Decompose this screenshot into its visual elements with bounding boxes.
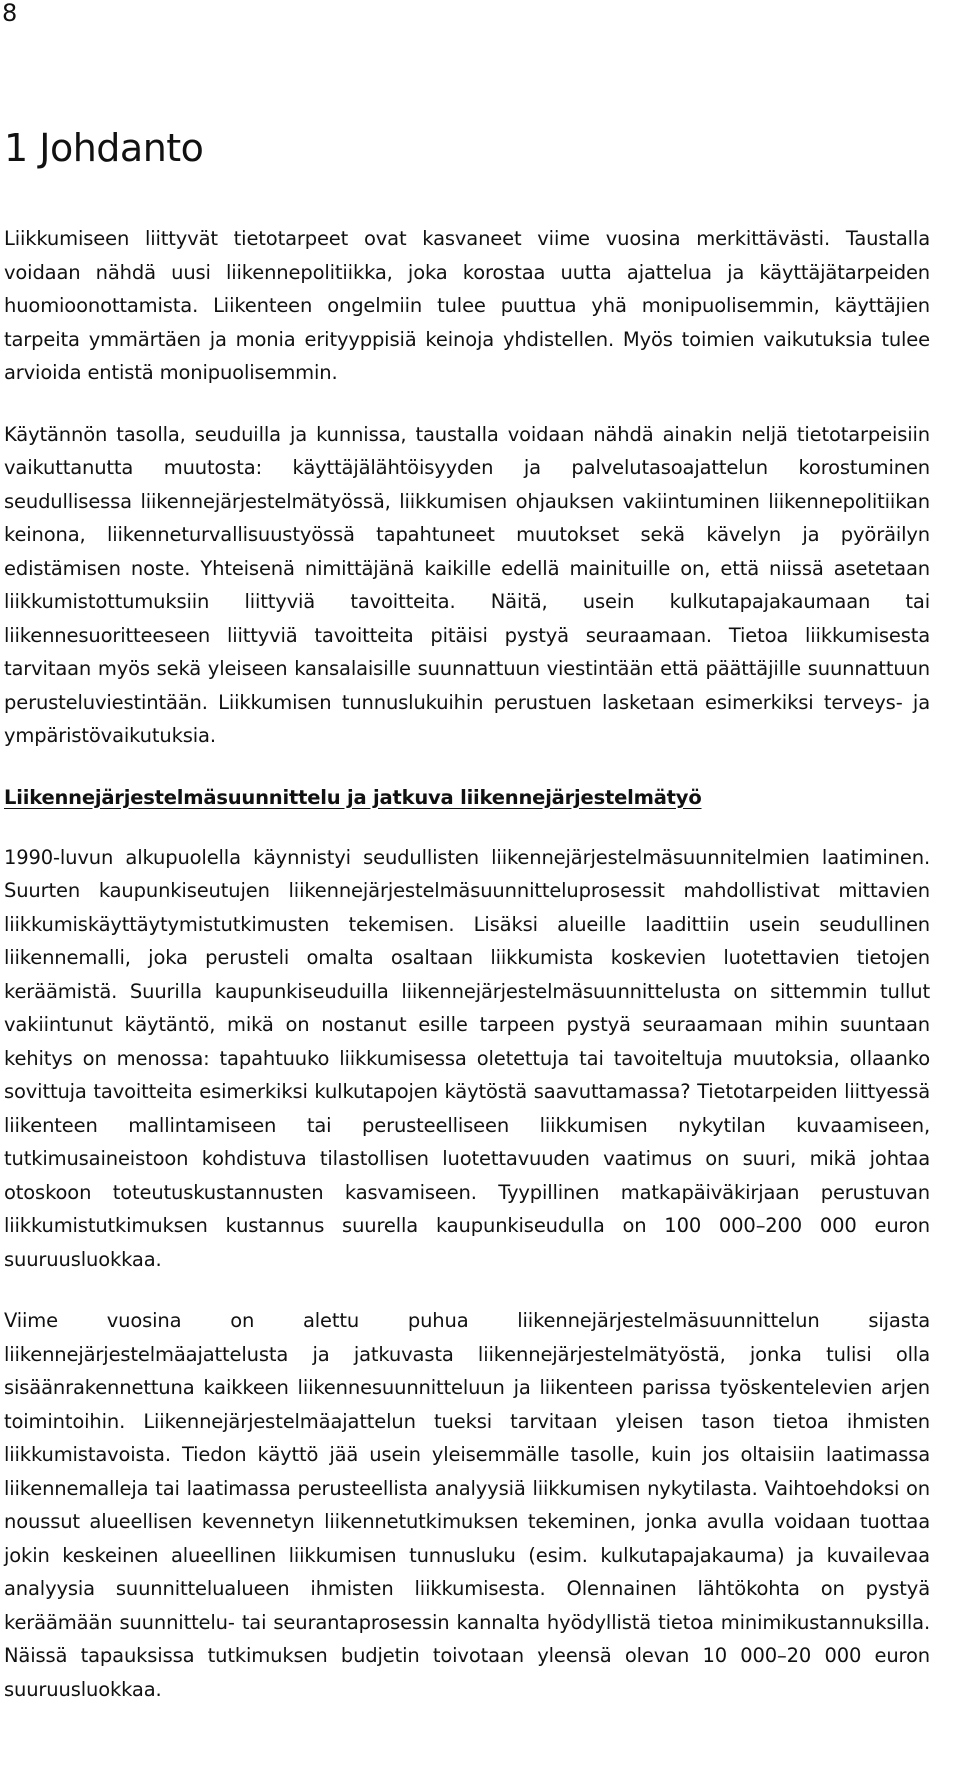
chapter-title: 1 Johdanto <box>4 126 204 170</box>
intro-paragraph: Liikkumiseen liittyvät tietotarpeet ovat kasvaneet viime vuosina merkittävästi. Taustalla voidaan nähdä uusi liikennepolitiikka, joka korostaa uutta ajattelua ja käyttäjätarpeiden huomioonottamista. Liikenteen ongelmiin tulee puuttua yhä monipuolisemmin, käyttäjien tarpeita ymmärtäen ja monia erityyppisiä keinoja yhdistellen. Myös toimien vaikutuksia tulee arvioida entistä monipuolisemmin. <box>4 227 930 384</box>
section-heading: Liikennejärjestelmäsuunnittelu ja jatkuva liikennejärjestelmätyö <box>4 785 702 809</box>
section-paragraph: 1990-luvun alkupuolella käynnistyi seudullisten liikennejärjestelmäsuunnitelmien laatiminen. Suurten kaupunkiseutujen liikennejärjestelmäsuunnitteluprosessit mahdollistivat mittavien liikkumiskäyttäytymistutkimusten tekemisen. Lisäksi alueille laadittiin usein seudullinen liikennemalli, joka perusteli omalta osaltaan liikkumista koskevien luotettavien tietojen keräämistä. Suurilla kaupunkiseuduilla liikennejärjestelmäsuunnittelusta on sittemmin tullut vakiintunut käytäntö, mikä on nostanut esille tarpeen pystyä seuraamaan mihin suuntaan kehitys on menossa: tapahtuuko liikkumisessa oletettuja tai tavoiteltuja muutoksia, ollaanko sovittuja tavoitteita esimerkiksi kulkutapojen käytöstä saavuttamassa? Tietotarpeiden liittyessä liikenteen mallintamiseen tai perusteelliseen liikkumisen nykytilan kuvaamiseen, tutkimusaineistoon kohdistuva tilastollisen luotettavuuden vaatimus on suuri, mikä johtaa otoskoon toteutuskustannusten kasvamiseen. Tyypillinen matkapäiväkirjaan perustuvan liikkumistutkimuksen kustannus suurella kaupunkiseudulla on 100 000–200 000 euron suuruusluokkaa. <box>4 845 930 1271</box>
body-text <box>4 222 930 1734</box>
section-paragraph: Viime vuosina on alettu puhua liikennejärjestelmäsuunnittelun sijasta liikennejärjestelmäajattelusta ja jatkuvasta liikennejärjestelmätyöstä, jonka tulisi olla sisäänrakennettuna kaikkeen liikennesuunnitteluun ja liikenteen parissa työskentelevien arjen toimintoihin. Liikennejärjestelmäajattelun tueksi tarvitaan yleisen tason tietoa ihmisten liikkumistavoista. Tiedon käyttö jää usein yleisemmälle tasolle, kuin jos oltaisiin laatimassa liikennemalleja tai laatimassa perusteellista analyysiä liikkumisen nykytilasta. Vaihtoehdoksi on noussut alueellisen kevennetyn liikennetutkimuksen tekeminen, jonka avulla voidaan tuottaa jokin keskeinen alueellinen liikkumisen tunnusluku (esim. kulkutapajakauma) ja kuvailevaa analyysia suunnittelualueen ihmisten liikkumisesta. Olennainen lähtökohta on pystyä keräämään suunnittelu- tai seurantaprosessin kannalta hyödyllistä tietoa minimikustannuksilla. Näissä tapauksissa tutkimuksen budjetin toivotaan yleensä olevan 10 000–20 000 euron suuruusluokkaa. <box>4 1309 930 1701</box>
practice-paragraph: Käytännön tasolla, seuduilla ja kunnissa, taustalla voidaan nähdä ainakin neljä tietotarpeisiin vaikuttanutta muutosta: käyttäjälähtöisyyden ja palvelutasoajattelun korostuminen seudullisessa liikennejärjestelmätyössä, liikkumisen ohjauksen vakiintuminen liikennepolitiikan keinona, liikenneturvallisuustyössä tapahtuneet muutokset sekä kävelyn ja pyöräilyn edistämisen noste. Yhteisenä nimittäjänä kaikille edellä mainituille on, että niissä asetetaan liikkumistottumuksiin liittyviä tavoitteita. Näitä, usein kulkutapajakaumaan tai liikennesuoritteeseen liittyviä tavoitteita pitäisi pystyä seuraamaan. Tietoa liikkumisesta tarvitaan myös sekä yleiseen kansalaisille suunnattuun viestintään että päättäjille suunnattuun perusteluviestintään. Liikkumisen tunnuslukuihin perustuen lasketaan esimerkiksi terveys- ja ympäristövaikutuksia. <box>4 422 930 747</box>
page-number: 8 <box>2 0 18 27</box>
